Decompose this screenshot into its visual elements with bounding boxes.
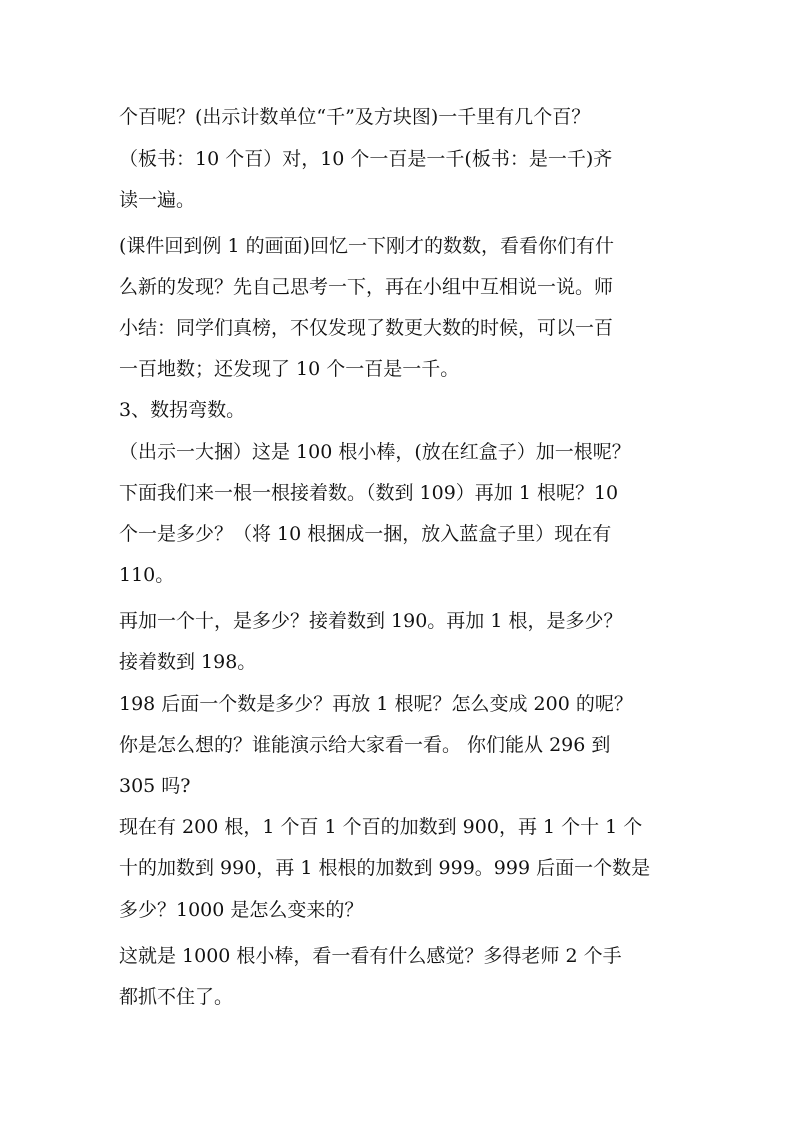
text-line-11: 个一是多少？（将 10 根捆成一捆，放入蓝盒子里）现在有 xyxy=(119,523,612,545)
text-line-20: 多少？1000 是怎么变来的？ xyxy=(119,899,364,921)
text-line-9: （出示一大捆）这是 100 根小棒，(放在红盒子）加一根呢？ xyxy=(119,441,631,463)
text-line-18: 现在有 200 根，1 个百 1 个百的加数到 900，再 1 个十 1 个 xyxy=(119,816,643,838)
text-line-3: 读一遍。 xyxy=(119,189,196,211)
text-line-6: 小结：同学们真榜，不仅发现了数更大数的时候，可以一百 xyxy=(119,317,614,339)
text-line-15: 198 后面一个数是多少？再放 1 根呢？怎么变成 200 的呢？ xyxy=(119,693,633,715)
text-line-16: 你是怎么想的？谁能演示给大家看一看。 你们能从 296 到 xyxy=(119,734,611,756)
text-line-12: 110。 xyxy=(119,564,175,586)
text-line-2: （板书：10 个百）对，10 个一百是一千(板书：是一千)齐 xyxy=(119,148,613,170)
text-line-13: 再加一个十，是多少？接着数到 190。再加 1 根，是多少？ xyxy=(119,610,623,632)
text-line-10: 下面我们来一根一根接着数。（数到 109）再加 1 根呢？10 xyxy=(119,482,619,504)
text-line-17: 305 吗? xyxy=(119,775,191,797)
section-heading: 3、数拐弯数。 xyxy=(119,399,246,421)
text-line-14: 接着数到 198。 xyxy=(119,651,257,673)
text-line-19: 十的加数到 990，再 1 根根的加数到 999。999 后面一个数是 xyxy=(119,857,651,879)
text-line-4: (课件回到例 1 的画面)回忆一下刚才的数数，看看你们有什 xyxy=(119,235,614,257)
text-line-1: 个百呢？(出示计数单位“千”及方块图)一千里有几个百？ xyxy=(119,106,591,128)
text-line-7: 一百地数；还发现了 10 个一百是一千。 xyxy=(119,358,460,380)
text-line-21: 这就是 1000 根小棒，看一看有什么感觉？多得老师 2 个手 xyxy=(119,945,622,967)
text-line-5: 么新的发现？先自己思考一下，再在小组中互相说一说。师 xyxy=(119,276,614,298)
text-line-22: 都抓不住了。 xyxy=(119,986,234,1008)
